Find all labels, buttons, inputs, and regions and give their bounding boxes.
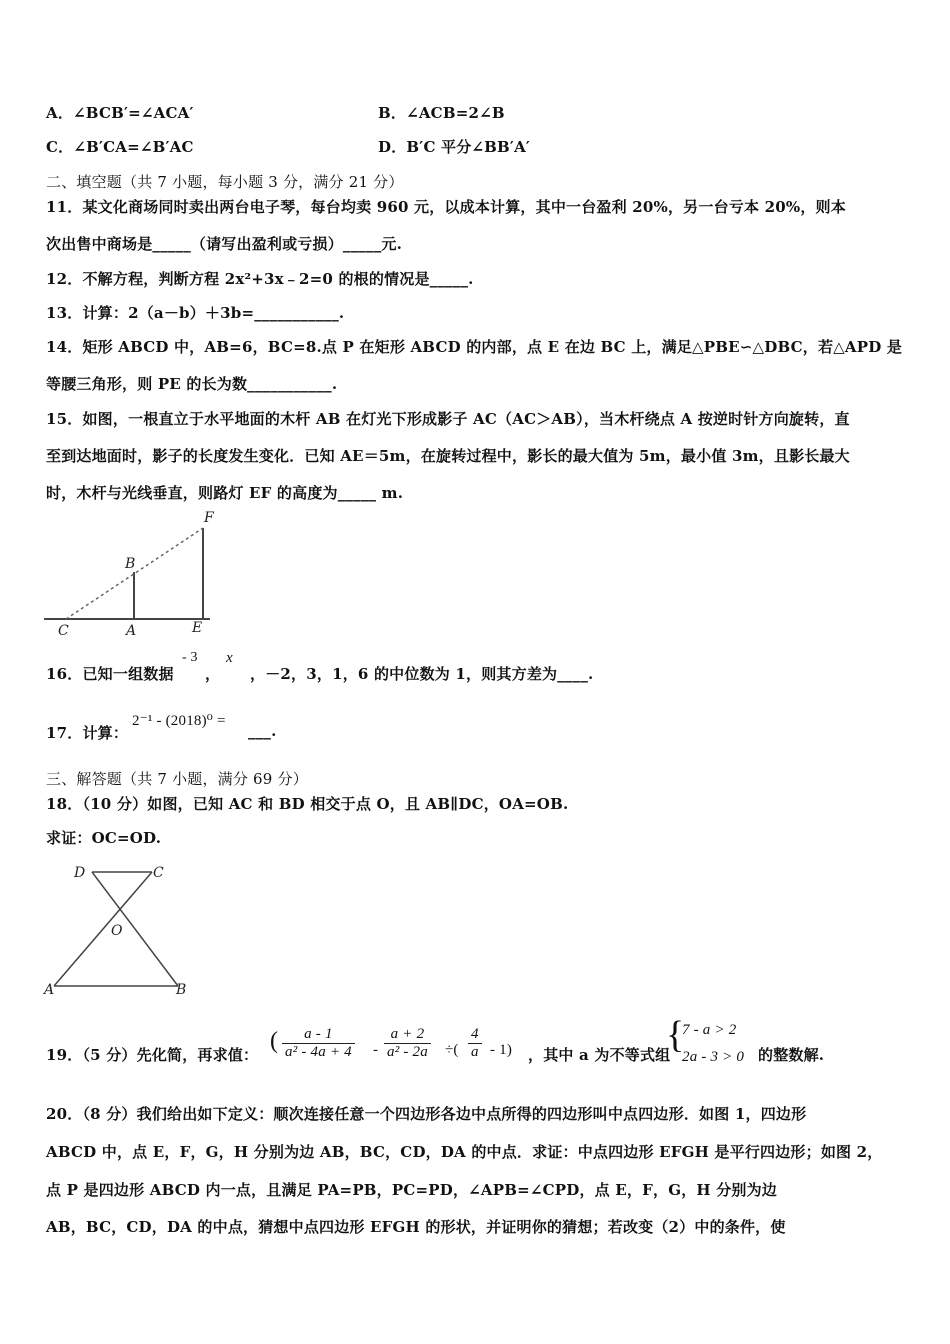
q17-prefix: 17．计算： [46,724,129,742]
q11-line2: 次出售中商场是_____（请写出盈利或亏损）_____元. [46,235,403,253]
q19-brace: { [666,1014,685,1056]
option-d: D．B′C 平分∠BB′A′ [378,138,531,156]
label-a: A [44,982,55,998]
q19-divide: ÷( [445,1042,459,1058]
q11-line1: 11．某文化商场同时卖出两台电子琴，每台均卖 960 元，以成本计算，其中一台盈利 20%，另一台亏本 20%，则本 [46,198,846,216]
q19-fraction-1 [282,1026,355,1061]
q16-math-x: x [226,650,233,666]
q18-figure [40,860,195,1000]
q19-f2-den: a² - 2a [387,1044,428,1060]
q19-minus: - [373,1042,379,1058]
option-c: C．∠B′CA=∠B′AC [46,138,194,156]
q13: 13．计算：2（a－b）＋3b=___________. [46,304,345,322]
label-e: E [192,620,203,636]
q14-line1: 14．矩形 ABCD 中，AB=6，BC=8.点 P 在矩形 ABCD 的内部，点 E 在边 BC 上，满足△PBE∽△DBC，若△APD 是 [46,338,903,356]
q16-math-neg3: - 3 [182,650,198,665]
q17-suffix: ___. [248,722,277,740]
q19-f3-num: 4 [468,1026,482,1044]
q19-middle: ，其中 a 为不等式组 [528,1046,671,1064]
label-o: O [111,923,123,939]
q15-line1: 15．如图，一根直立于水平地面的木杆 AB 在灯光下形成影子 AC（AC＞AB），当木杆绕点 A 按逆时针方向旋转，直 [46,410,850,428]
option-b: B．∠ACB=2∠B [378,104,505,122]
q17-math: 2⁻¹ - (2018)⁰ = [132,713,226,729]
label-a: A [126,623,137,639]
q16-comma: ， [205,665,221,683]
q12: 12．不解方程，判断方程 2x²+3x﹣2=0 的根的情况是_____. [46,270,474,288]
q19-fraction-3 [468,1026,482,1061]
q19-f2-num: a + 2 [384,1026,431,1044]
q19-inequality-2: 2a - 3 > 0 [682,1049,745,1065]
q19-f1-den: a² - 4a + 4 [285,1044,352,1060]
q15-line2: 至到达地面时，影子的长度发生变化．已知 AE＝5m，在旋转过程中，影长的最大值为 5m，最小值 3m，且影长最大 [46,447,850,465]
q19-f1-num: a - 1 [282,1026,355,1044]
q20-line3: 点 P 是四边形 ABCD 内一点，且满足 PA=PB，PC=PD，∠APB=∠CPD，点 E，F，G，H 分别为边 [46,1181,777,1199]
q20-line4: AB，BC，CD，DA 的中点，猜想中点四边形 EFGH 的形状，并证明你的猜想；若改变（2）中的条件，使 [46,1218,786,1236]
q20-line2: ABCD 中，点 E，F，G，H 分别为边 AB，BC，CD，DA 的中点．求证：中点四边形 EFGH 是平行四边形；如图 2， [46,1143,883,1161]
label-b: B [125,556,136,572]
label-b: B [176,982,187,998]
label-c: C [58,623,69,639]
q19-suffix: 的整数解. [758,1046,825,1064]
q14-line2: 等腰三角形，则 PE 的长为数___________. [46,375,338,393]
segment-ca [54,872,152,986]
option-a: A．∠BCB′=∠ACA′ [46,104,194,122]
q18-line1: 18．（10 分）如图，已知 AC 和 BD 相交于点 O，且 AB∥DC，OA=OB. [46,795,569,813]
q20-line1: 20．（8 分）我们给出如下定义：顺次连接任意一个四边形各边中点所得的四边形叫中点四边形．如图 1，四边形 [46,1105,807,1123]
q15-figure [40,508,220,643]
q15-line3: 时，木杆与光线垂直，则路灯 EF 的高度为_____ m. [46,484,404,502]
q19-inequality-1: 7 - a > 2 [682,1022,737,1038]
q19-prefix: 19．（5 分）先化简，再求值： [46,1046,259,1064]
q16-prefix: 16．已知一组数据 [46,665,174,683]
q19-minus-one: - 1) [490,1042,513,1058]
label-f: F [204,510,214,526]
segment-db [92,872,178,986]
q18-line2: 求证：OC=OD. [46,829,162,847]
q19-f3-den: a [471,1044,479,1060]
label-c: C [153,865,164,881]
q19-open-paren: ( [270,1028,279,1054]
section2-title: 二、填空题（共 7 小题，每小题 3 分，满分 21 分） [46,173,404,191]
q16-suffix: ，－2，3，1，6 的中位数为 1，则其方差为____. [250,665,594,683]
q19-fraction-2 [384,1026,431,1061]
label-d: D [74,865,86,881]
section3-title: 三、解答题（共 7 小题，满分 69 分） [46,770,308,788]
